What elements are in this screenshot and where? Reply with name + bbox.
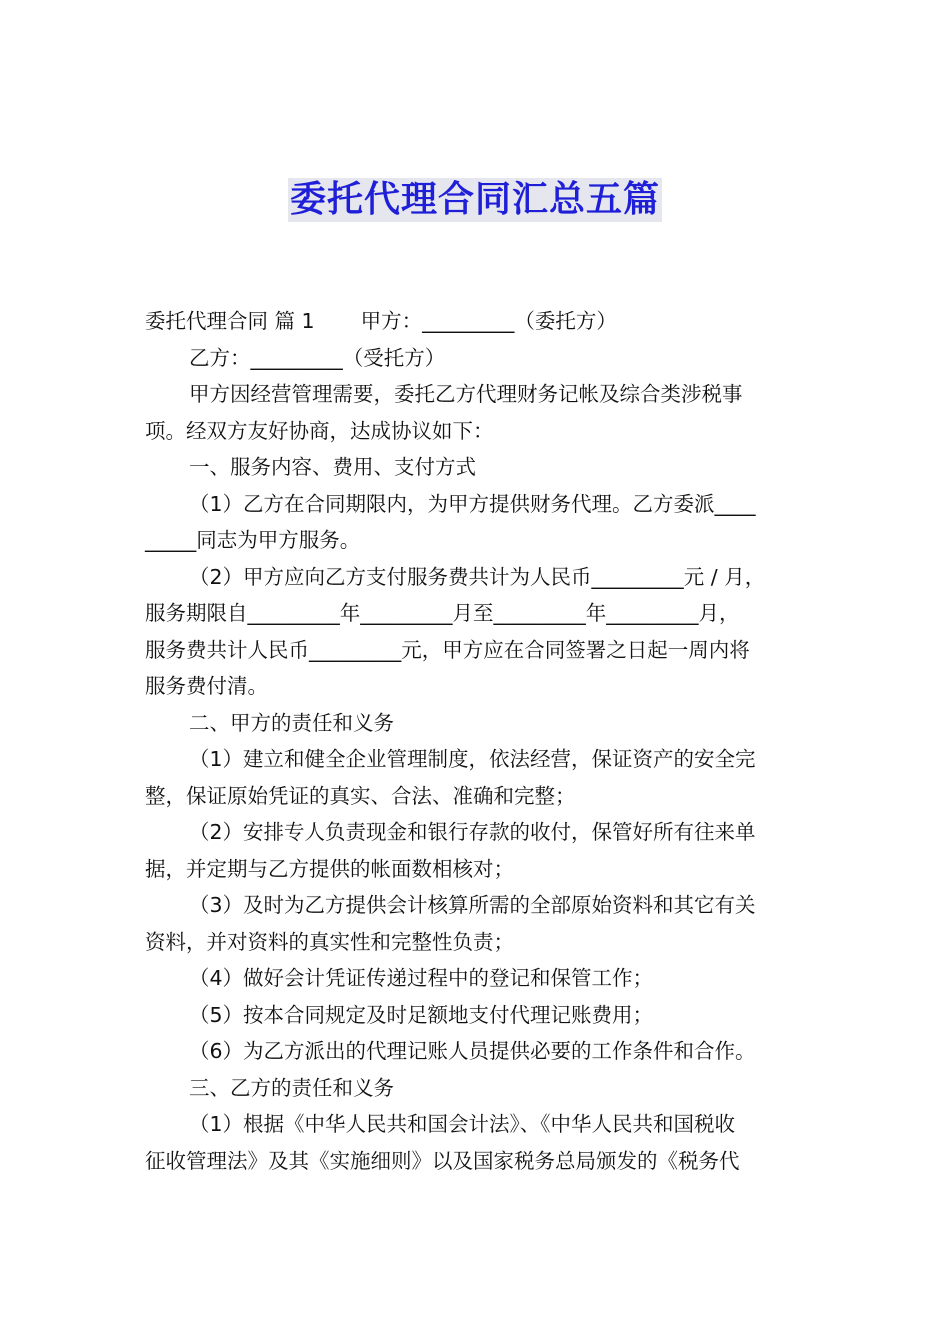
paragraph-line: （2）安排专人负责现金和银行存款的收付，保管好所有往来单 [189,820,756,844]
paragraph-line: （2）甲方应向乙方支付服务费共计为人民币_________元 / 月， [189,564,766,589]
paragraph-line: 服务费共计人民币_________元，甲方应在合同签署之日起一周内将 [145,637,750,662]
paragraph-line: （1）乙方在合同期限内，为甲方提供财务代理。乙方委派____ [189,491,756,516]
document-body [145,303,813,1179]
paragraph-line: 整，保证原始凭证的真实、合法、准确和完整； [145,783,576,808]
contract-heading: 委托代理合同 篇 1 [145,309,315,333]
party-a-field: 甲方：_________（委托方） [360,309,617,333]
paragraph-line: 征收管理法》及其《实施细则》以及国家税务总局颁发的《税务代 [145,1148,740,1173]
paragraph-line: （4）做好会计凭证传递过程中的登记和保管工作； [189,966,654,990]
paragraph-line: 服务期限自_________年_________月至_________年_________月， [145,601,740,625]
section-heading: 一、服务内容、费用、支付方式 [189,455,476,479]
paragraph-line: _____同志为甲方服务。 [145,528,361,552]
paragraph-line: 甲方因经营管理需要，委托乙方代理财务记帐及综合类涉税事 [189,382,743,406]
paragraph-line: 服务费付清。 [145,674,268,698]
document-title-block [0,178,950,222]
paragraph-line: 据，并定期与乙方提供的帐面数相核对； [145,856,514,881]
document-title: 委托代理合同汇总五篇 [289,179,660,220]
paragraph-line: 乙方：_________（受托方） [189,345,446,370]
paragraph-line: （1）建立和健全企业管理制度，依法经营，保证资产的安全完 [189,747,756,771]
paragraph-line: 资料，并对资料的真实性和完整性负责； [145,929,514,954]
paragraph-line [145,303,813,340]
paragraph-line: （6）为乙方派出的代理记账人员提供必要的工作条件和合作。 [189,1039,756,1063]
paragraph-line: （5）按本合同规定及时足额地支付代理记账费用； [189,1002,654,1027]
section-heading: 三、乙方的责任和义务 [189,1075,394,1100]
section-heading: 二、甲方的责任和义务 [189,710,394,735]
paragraph-line: （3）及时为乙方提供会计核算所需的全部原始资料和其它有关 [189,893,756,917]
paragraph-line: （1）根据《中华人民共和国会计法》、《中华人民共和国税收 [189,1112,736,1136]
paragraph-line: 项。经双方友好协商，达成协议如下： [145,418,494,443]
